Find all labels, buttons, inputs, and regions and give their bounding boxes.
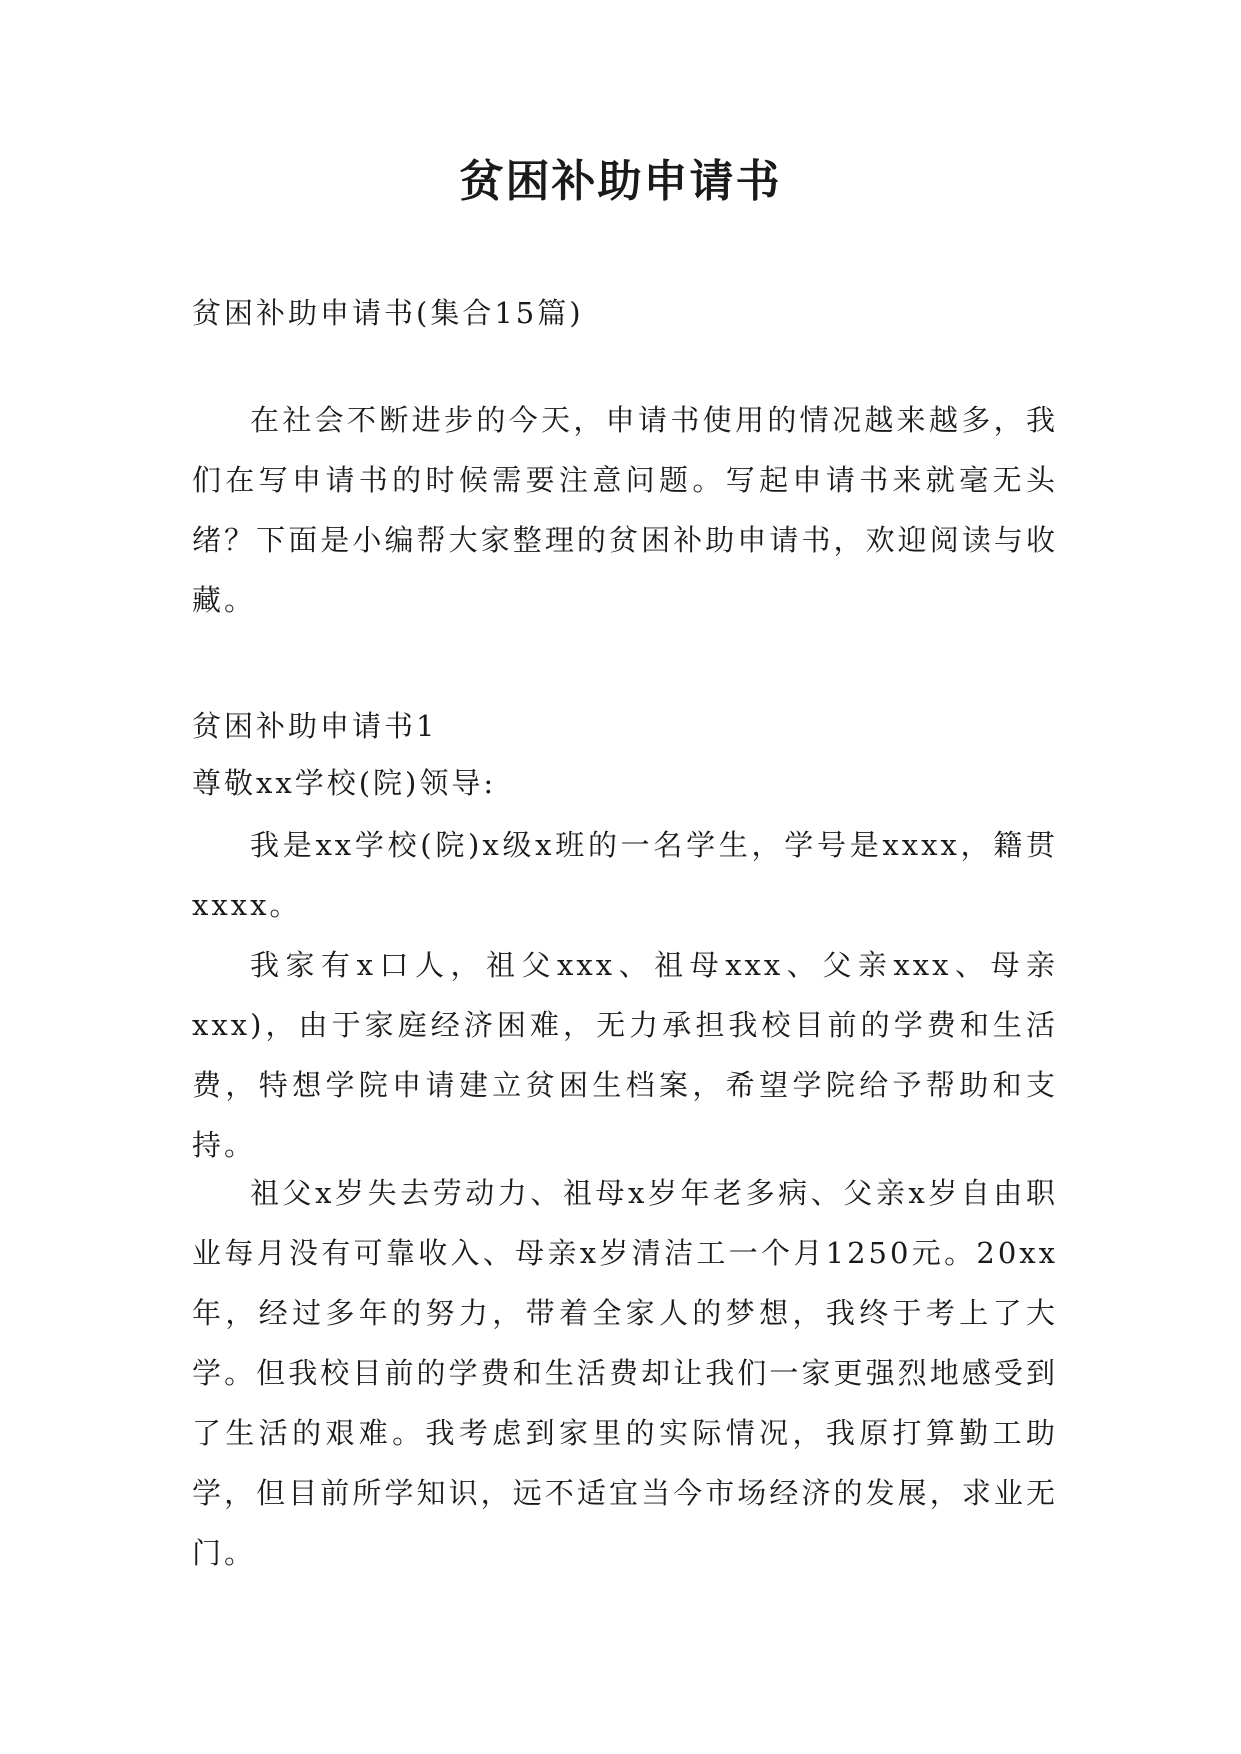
document-subtitle: 贫困补助申请书(集合15篇) bbox=[192, 296, 584, 330]
body-paragraph: 祖父x岁失去劳动力、祖母x岁年老多病、父亲x岁自由职业每月没有可靠收入、母亲x岁清洁工一个月1250元。20xx年，经过多年的努力，带着全家人的梦想，我终于考上了大学。但我校目前的学费和生活费却让我们一家更强烈地感受到了生活的艰难。我考虑到家里的实际情况，我原打算勤工助学，但目前所学知识，远不适宜当今市场经济的发展，求业无门。 bbox=[192, 1176, 1058, 1570]
intro-paragraph: 在社会不断进步的今天，申请书使用的情况越来越多，我们在写申请书的时候需要注意问题。写起申请书来就毫无头绪？下面是小编帮大家整理的贫困补助申请书，欢迎阅读与收藏。 bbox=[192, 403, 1058, 617]
document-title: 贫困补助申请书 bbox=[459, 156, 782, 207]
salutation: 尊敬xx学校(院)领导: bbox=[192, 766, 497, 800]
body-paragraph: 我是xx学校(院)x级x班的一名学生，学号是xxxx，籍贯xxxx。 bbox=[192, 828, 1058, 922]
body-paragraph: 我家有x口人，祖父xxx、祖母xxx、父亲xxx、母亲xxx)，由于家庭经济困难，无力承担我校目前的学费和生活费，特想学院申请建立贫困生档案，希望学院给予帮助和支持。 bbox=[192, 948, 1058, 1162]
section-heading: 贫困补助申请书1 bbox=[192, 709, 438, 743]
